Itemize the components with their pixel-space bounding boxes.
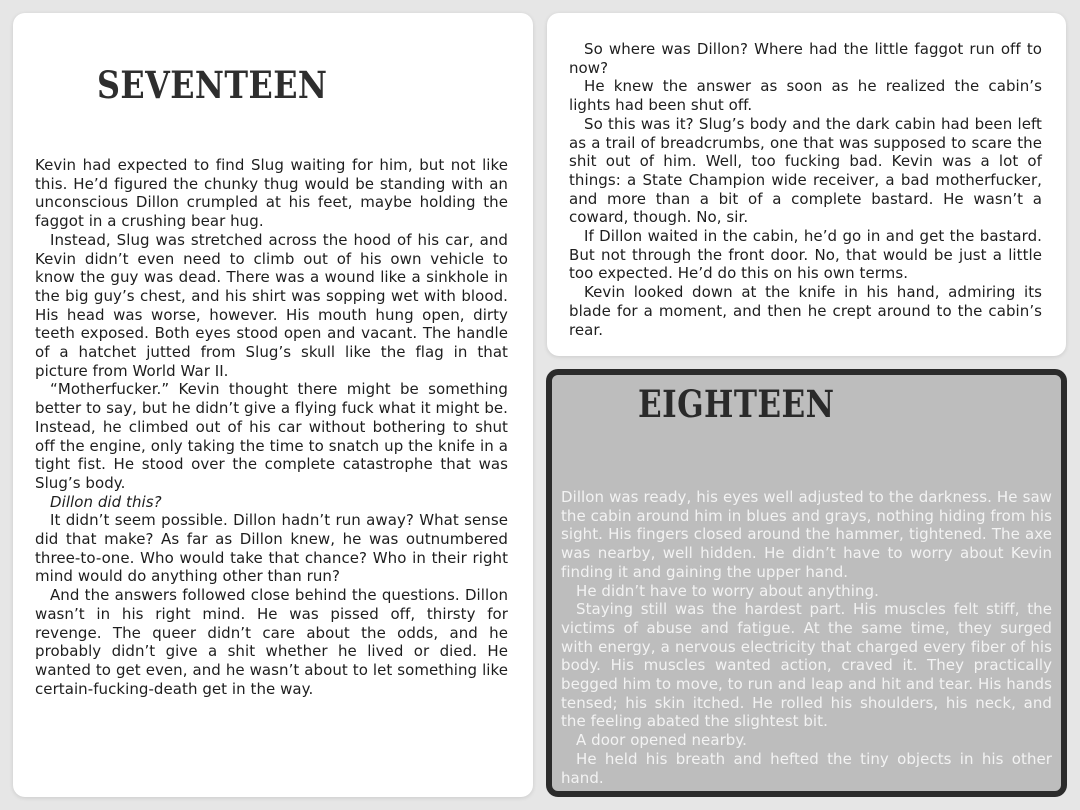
page-eighteen xyxy=(546,369,1067,797)
paragraph: Dillon did this? xyxy=(50,492,162,511)
paragraph: Staying still was the hardest part. His muscles felt stiff, the victims of abuse and fatigue. At the same time, they surged with energy, a nervous electricity that charged every fiber of his body. His muscles wanted action, craved it. They practically begged him to move, to run and leap and hit and tear. His hands tensed; his skin itched. He rolled his shoulders, his neck, and the feeling abated the slightest bit. xyxy=(561,600,1052,731)
page-seventeen xyxy=(13,13,533,797)
paragraph: Kevin looked down at the knife in his hand, admiring its blade for a moment, and then he crept around to the cabin’s rear. xyxy=(569,283,1042,339)
chapter-seventeen-text xyxy=(35,156,508,698)
paragraph: Dillon was ready, his eyes well adjusted to the darkness. He saw the cabin around him in blues and grays, nothing hiding from his sight. His fingers closed around the hammer, tightened. The axe was nearby, well hidden. He didn’t have to worry about Kevin finding it and gaining the upper hand. xyxy=(561,488,1052,581)
paragraph: And the answers followed close behind the questions. Dillon wasn’t in his right mind. He was pissed off, thirsty for revenge. The queer didn’t care about the odds, and he probably didn’t give a shit whether he lived or died. He wanted to get even, and he wasn’t about to let something like certain-fucking-death get in the way. xyxy=(35,586,508,698)
chapter-seventeen-continued-text xyxy=(569,40,1042,339)
paragraph: It didn’t seem possible. Dillon hadn’t run away? What sense did that make? As far as Dillon knew, he was outnumbered three-to-one. Who would take that chance? Who in their right mind would do anything other than run? xyxy=(35,511,508,586)
paragraph: Instead, Slug was stretched across the hood of his car, and Kevin didn’t even need to climb out of his own vehicle to know the guy was dead. There was a wound like a sinkhole in the big guy’s chest, and his shirt was sopping wet with blood. His head was worse, however. His mouth hung open, dirty teeth exposed. Both eyes stood open and vacant. The handle of a hatchet jutted from Slug’s skull like the flag in that picture from World War II. xyxy=(35,230,508,380)
paragraph: Kevin had expected to find Slug waiting for him, but not like this. He’d figured the chunky thug would be standing with an unconscious Dillon crumpled at his feet, maybe holding the faggot in a crushing bear hug. xyxy=(35,156,508,231)
chapter-title-eighteen: EIGHTEEN xyxy=(638,382,835,426)
paragraph: He knew the answer as soon as he realized the cabin’s lights had been shut off. xyxy=(569,77,1042,115)
paragraph: He didn’t have to worry about anything. xyxy=(576,581,879,600)
paragraph: He held his breath and hefted the tiny objects in his other hand. xyxy=(561,749,1052,787)
paragraph: A door opened nearby. xyxy=(576,731,747,750)
chapter-eighteen-text xyxy=(561,488,1052,787)
paragraph: So this was it? Slug’s body and the dark cabin had been left as a trail of breadcrumbs, one that was supposed to scare the shit out of him. Well, too fucking bad. Kevin was a lot of things: a State Champion wide receiver, a bad motherfucker, and more than a bit of a complete bastard. He wasn’t a coward, though. No, sir. xyxy=(569,114,1042,227)
paragraph: So where was Dillon? Where had the little faggot run off to now? xyxy=(569,40,1042,77)
paragraph: If Dillon waited in the cabin, he’d go in and get the bastard. But not through the front door. No, that would be just a little too expected. He’d do this on his own terms. xyxy=(569,227,1042,283)
chapter-title-seventeen: SEVENTEEN xyxy=(97,63,328,107)
page-seventeen-continued xyxy=(547,13,1066,356)
paragraph: “Motherfucker.” Kevin thought there might be something better to say, but he didn’t give a flying fuck what it might be. Instead, he climbed out of his car without bothering to shut off the engine, only taking the time to snatch up the knife in a tight fist. He stood over the complete catastrophe that was Slug’s body. xyxy=(35,380,508,492)
